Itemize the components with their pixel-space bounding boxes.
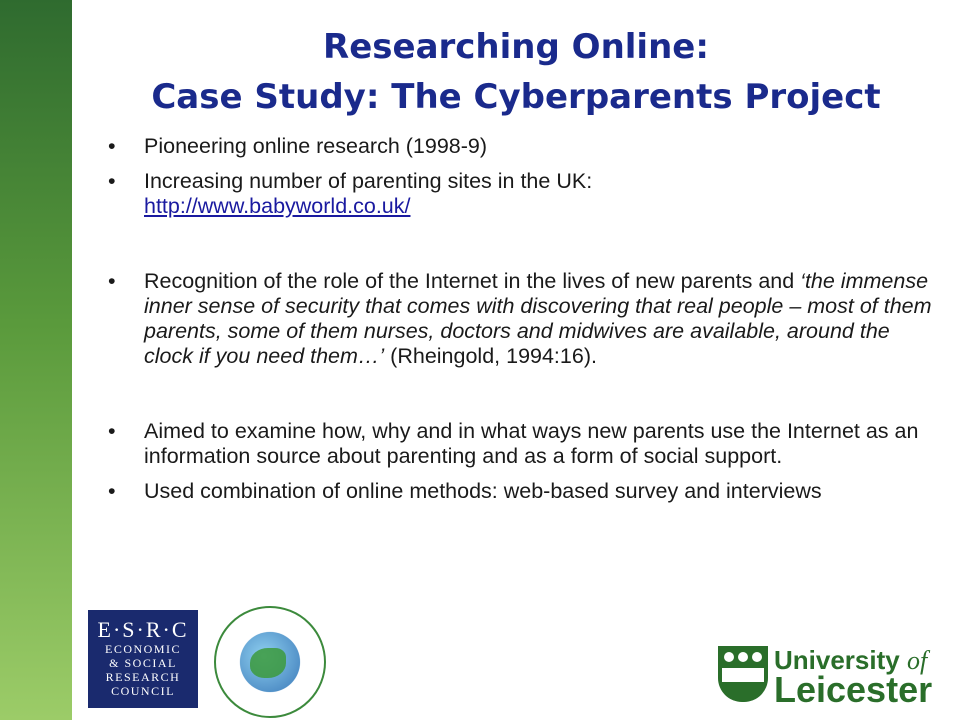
uol-word-university: University — [774, 645, 900, 675]
bullet-dot: • — [108, 134, 116, 158]
crest-band — [722, 668, 764, 682]
bullet-list — [108, 134, 938, 504]
university-of-leicester-logo — [718, 645, 948, 710]
title-line-1: Researching Online: — [323, 27, 709, 67]
rheingold-quote: ‘the immense inner sense of security that comes with discovering that real people – most of them parents, some of them nurses, doctors and midwives are available, around the clock if you need them…’ — [144, 269, 932, 368]
uol-word-of: of — [906, 646, 928, 675]
bullet-dot: • — [108, 169, 116, 193]
babyworld-link[interactable]: http://www.babyworld.co.uk/ — [144, 194, 411, 218]
esrc-line: ECONOMIC — [104, 642, 181, 656]
bullet-text: Used combination of online methods: web-based survey and interviews — [144, 479, 822, 503]
crest-flower — [752, 652, 762, 662]
crest-icon — [718, 646, 768, 702]
slide-title — [72, 22, 960, 122]
esrc-logo — [88, 610, 198, 708]
bullet-item — [108, 169, 938, 219]
bullet-dot: • — [108, 479, 116, 503]
bullet-text: Increasing number of parenting sites in the UK: — [144, 169, 593, 193]
globe-logo — [214, 606, 326, 718]
esrc-line: RESEARCH — [105, 670, 181, 684]
esrc-line: COUNCIL — [111, 684, 175, 698]
crest-flower — [724, 652, 734, 662]
esrc-line: & SOCIAL — [109, 656, 177, 670]
logo-row — [0, 600, 960, 720]
bullet-text: Aimed to examine how, why and in what ways new parents use the Internet as an information source about parenting and as a form of social support. — [144, 419, 919, 468]
bullet-item — [108, 419, 938, 469]
bullet-text: Pioneering online research (1998-9) — [144, 134, 488, 158]
bullet-item — [108, 134, 938, 159]
title-line-2: Case Study: The Cyberparents Project — [151, 77, 881, 117]
citation-text: (Rheingold, 1994:16). — [384, 344, 597, 368]
bullet-item — [108, 479, 938, 504]
bullet-dot: • — [108, 419, 116, 443]
crest-flower — [738, 652, 748, 662]
uol-word-leicester: Leicester — [774, 669, 933, 710]
bullet-text: Recognition of the role of the Internet in the lives of new parents and — [144, 269, 801, 293]
bullet-item — [108, 269, 938, 369]
globe-landmass — [250, 648, 286, 678]
bullet-dot: • — [108, 269, 116, 293]
esrc-acronym: E·S·R·C — [97, 617, 189, 642]
